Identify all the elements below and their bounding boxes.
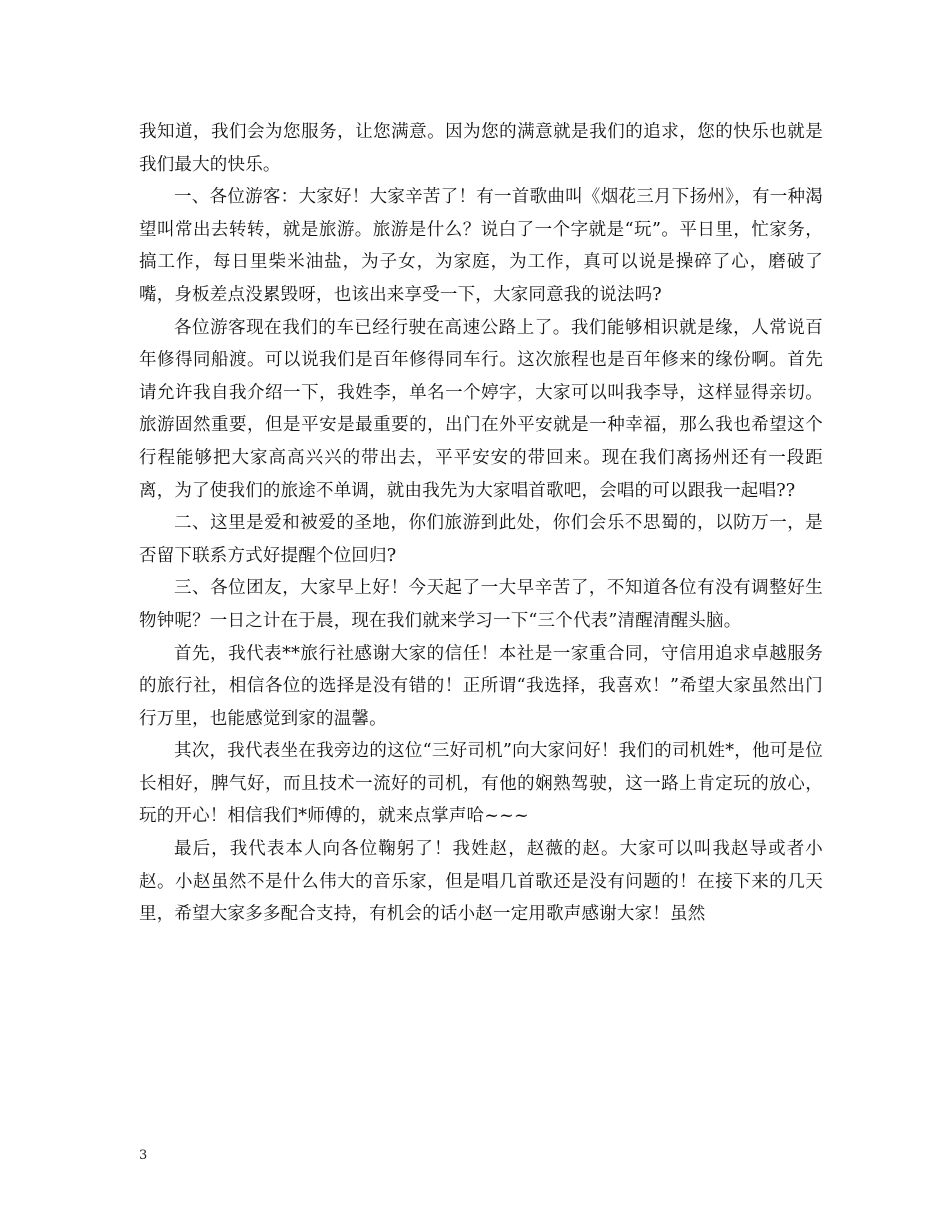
paragraph: 各位游客现在我们的车已经行驶在高速公路上了。我们能够相识就是缘，人常说百年修得同船渡。可以说我们是百年修得同车行。这次旅程也是百年修来的缘份啊。首先请允许我自我介绍一下，我姓李，单名一个婷字，大家可以叫我李导，这样显得亲切。旅游固然重要，但是平安是最重要的，出门在外平安就是一种幸福，那么我也希望这个行程能够把大家高高兴兴的带出去，平平安安的带回来。现在我们离扬州还有一段距离，为了使我们的旅途不单调，就由我先为大家唱首歌吧，会唱的可以跟我一起唱?? [139,317,823,501]
paragraph: 三、各位团友，大家早上好！今天起了一大早辛苦了，不知道各位有没有调整好生物钟呢？一日之计在于晨，现在我们就来学习一下“三个代表”清醒清醒头脑。 [139,578,823,631]
page-number: 3 [139,1148,148,1163]
paragraph: 我知道，我们会为您服务，让您满意。因为您的满意就是我们的追求，您的快乐也就是我们最大的快乐。 [139,122,823,175]
paragraph: 二、这里是爱和被爱的圣地，你们旅游到此处，你们会乐不思蜀的，以防万一，是否留下联系方式好提醒个位回归? [139,513,823,566]
paragraph: 一、各位游客：大家好！大家辛苦了！有一首歌曲叫《烟花三月下扬州》，有一种渴望叫常出去转转，就是旅游。旅游是什么？说白了一个字就是“玩”。平日里，忙家务，搞工作，每日里柴米油盐，为子女，为家庭，为工作，真可以说是操碎了心，磨破了嘴，身板差点没累毁呀，也该出来享受一下，大家同意我的说法吗? [139,187,823,305]
paragraph: 其次，我代表坐在我旁边的这位“三好司机”向大家问好！我们的司机姓*，他可是位长相好，脾气好，而且技术一流好的司机，有他的娴熟驾驶，这一路上肯定玩的放心，玩的开心！相信我们*师傅的，就来点掌声哈~~~ [139,741,823,827]
paragraph: 首先，我代表**旅行社感谢大家的信任！本社是一家重合同，守信用追求卓越服务的旅行社，相信各位的选择是没有错的！正所谓“我选择，我喜欢！”希望大家虽然出门行万里，也能感觉到家的温馨。 [139,643,823,729]
page-body [139,116,823,931]
paragraph: 最后，我代表本人向各位鞠躬了！我姓赵，赵薇的赵。大家可以叫我赵导或者小赵。小赵虽然不是什么伟大的音乐家，但是唱几首歌还是没有问题的！在接下来的几天里，希望大家多多配合支持，有机会的话小赵一定用歌声感谢大家！虽然 [139,839,823,925]
